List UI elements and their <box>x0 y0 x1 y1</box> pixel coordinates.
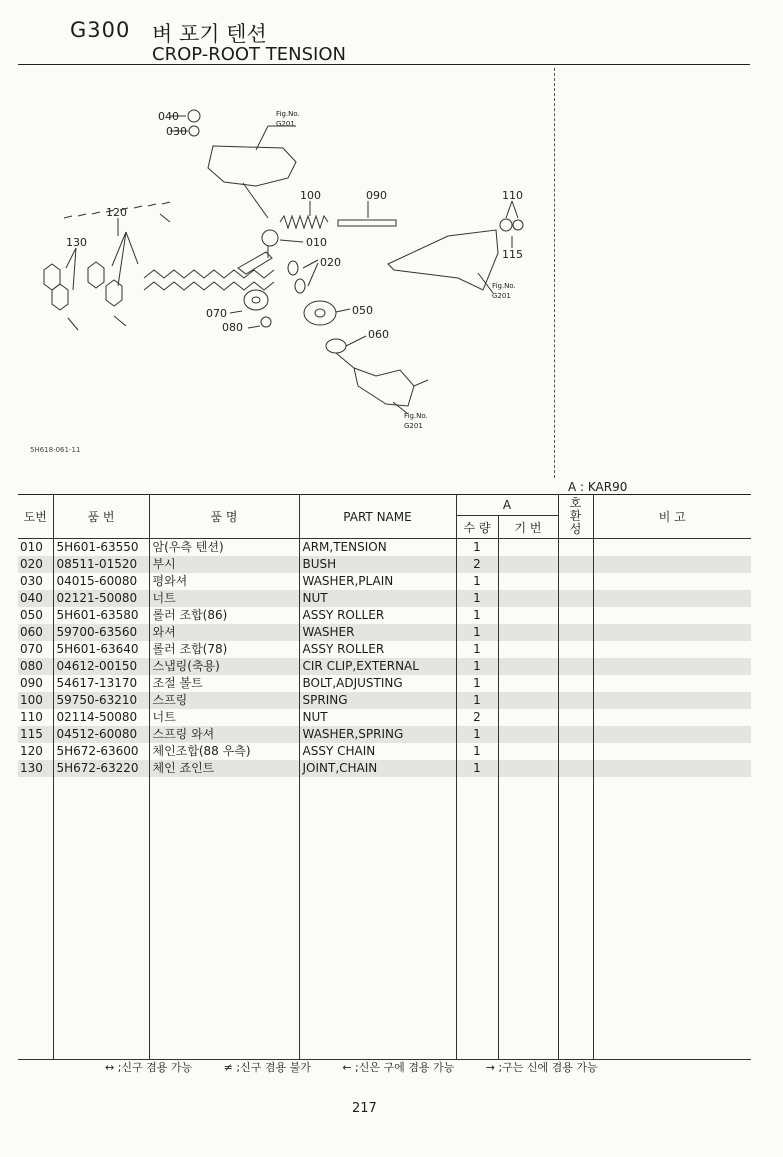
cell-no: 100 <box>18 692 53 709</box>
cell-base-no <box>498 760 558 777</box>
upper-bracket <box>208 146 296 186</box>
cell-part-name: ARM,TENSION <box>299 539 456 557</box>
table-row <box>18 743 751 760</box>
legend-both: ↔ ;신구 겸용 가능 <box>105 1061 193 1074</box>
cell-name-ko: 조절 볼트 <box>149 675 299 692</box>
cell-part-no: 59700-63560 <box>53 624 149 641</box>
header-part-name: PART NAME <box>299 495 456 539</box>
cell-part-name: WASHER,PLAIN <box>299 573 456 590</box>
header-remarks: 비 고 <box>593 495 751 539</box>
cell-no: 060 <box>18 624 53 641</box>
cell-part-no: 04015-60080 <box>53 573 149 590</box>
cell-part-no: 54617-13170 <box>53 675 149 692</box>
table-row <box>18 641 751 658</box>
cell-part-name: ASSY ROLLER <box>299 641 456 658</box>
part-050-roller <box>304 301 336 325</box>
part-040-nut <box>188 110 200 122</box>
header-qty: 수 량 <box>456 516 498 539</box>
table-row <box>18 573 751 590</box>
cell-interchange <box>558 726 593 743</box>
table-row <box>18 658 751 675</box>
cell-base-no <box>498 692 558 709</box>
table-row <box>18 590 751 607</box>
cell-part-name: BUSH <box>299 556 456 573</box>
cell-part-no: 5H601-63580 <box>53 607 149 624</box>
cell-qty: 1 <box>456 726 498 743</box>
cell-qty: 1 <box>456 658 498 675</box>
fig-ref-3: G201 <box>404 422 423 430</box>
cell-remarks <box>593 658 751 675</box>
cell-name-ko: 롤러 조합(78) <box>149 641 299 658</box>
header-group-a: A <box>456 495 558 516</box>
cell-part-no: 59750-63210 <box>53 692 149 709</box>
callout-010: 010 <box>306 236 327 249</box>
table-row <box>18 692 751 709</box>
cell-base-no <box>498 556 558 573</box>
cell-no: 040 <box>18 590 53 607</box>
cell-part-name: WASHER <box>299 624 456 641</box>
part-110-nut <box>500 219 512 231</box>
empty-cell <box>149 777 299 1060</box>
cell-qty: 1 <box>456 607 498 624</box>
cell-no: 010 <box>18 539 53 557</box>
cell-part-name: ASSY CHAIN <box>299 743 456 760</box>
cell-no: 090 <box>18 675 53 692</box>
cell-interchange <box>558 709 593 726</box>
section-title-english: CROP-ROOT TENSION <box>152 44 346 65</box>
cell-qty: 1 <box>456 624 498 641</box>
cell-remarks <box>593 709 751 726</box>
cell-no: 070 <box>18 641 53 658</box>
cell-part-no: 5H601-63550 <box>53 539 149 557</box>
cell-no: 030 <box>18 573 53 590</box>
cell-no: 110 <box>18 709 53 726</box>
table-row <box>18 607 751 624</box>
header-interchange: 호 환 성 <box>558 495 593 539</box>
fig-ref-3-label: Fig.No. <box>404 412 428 420</box>
cell-part-name: CIR CLIP,EXTERNAL <box>299 658 456 675</box>
cell-base-no <box>498 726 558 743</box>
cell-name-ko: 스프링 와셔 <box>149 726 299 743</box>
cell-base-no <box>498 539 558 557</box>
diagram-divider <box>554 68 555 478</box>
part-030-washer <box>189 126 199 136</box>
cell-interchange <box>558 675 593 692</box>
parts-table <box>18 494 751 1060</box>
cell-name-ko: 부시 <box>149 556 299 573</box>
cell-part-no: 08511-01520 <box>53 556 149 573</box>
cell-part-no: 04612-00150 <box>53 658 149 675</box>
cell-remarks <box>593 624 751 641</box>
cell-remarks <box>593 743 751 760</box>
empty-cell <box>558 777 593 1060</box>
cell-interchange <box>558 590 593 607</box>
cell-part-name: ASSY ROLLER <box>299 607 456 624</box>
cell-interchange <box>558 743 593 760</box>
cell-part-no: 02121-50080 <box>53 590 149 607</box>
callout-020: 020 <box>320 256 341 269</box>
cell-part-name: JOINT,CHAIN <box>299 760 456 777</box>
section-code: G300 <box>70 18 131 42</box>
cell-qty: 1 <box>456 539 498 557</box>
empty-cell <box>18 777 53 1060</box>
cell-part-no: 5H672-63600 <box>53 743 149 760</box>
callout-070: 070 <box>206 307 227 320</box>
cell-no: 080 <box>18 658 53 675</box>
cell-base-no <box>498 624 558 641</box>
exploded-parts-diagram <box>18 68 554 478</box>
cell-qty: 1 <box>456 590 498 607</box>
cell-name-ko: 스프링 <box>149 692 299 709</box>
cell-base-no <box>498 675 558 692</box>
header-rule <box>18 64 750 65</box>
header-part-no: 품 번 <box>53 495 149 539</box>
diagram-code: 5H618-061-11 <box>30 446 81 454</box>
cell-part-name: NUT <box>299 709 456 726</box>
header-no: 도번 <box>18 495 53 539</box>
cell-remarks <box>593 641 751 658</box>
right-bracket <box>388 230 498 290</box>
cell-remarks <box>593 675 751 692</box>
empty-cell <box>593 777 751 1060</box>
cell-name-ko: 스냅링(축용) <box>149 658 299 675</box>
interchange-legend <box>105 1059 626 1075</box>
part-115-washer <box>513 220 523 230</box>
fig-ref-2: G201 <box>492 292 511 300</box>
part-020-bush <box>288 261 298 275</box>
fig-ref-2-label: Fig.No. <box>492 282 516 290</box>
cell-name-ko: 롤러 조합(86) <box>149 607 299 624</box>
legend-old-to-new: → ;구는 신에 겸용 가능 <box>485 1061 598 1074</box>
page-number: 217 <box>352 1101 377 1116</box>
header-base-no: 기 번 <box>498 516 558 539</box>
callout-100: 100 <box>300 189 321 202</box>
cell-qty: 2 <box>456 556 498 573</box>
cell-remarks <box>593 556 751 573</box>
fig-ref-1-label: Fig.No. <box>276 110 300 118</box>
cell-interchange <box>558 624 593 641</box>
cell-interchange <box>558 573 593 590</box>
cell-remarks <box>593 726 751 743</box>
cell-remarks <box>593 590 751 607</box>
cell-part-no: 04512-60080 <box>53 726 149 743</box>
cell-remarks <box>593 692 751 709</box>
cell-qty: 2 <box>456 709 498 726</box>
cell-base-no <box>498 709 558 726</box>
callout-040: 040 <box>158 110 179 123</box>
part-060-washer <box>326 339 346 353</box>
cell-part-name: BOLT,ADJUSTING <box>299 675 456 692</box>
cell-base-no <box>498 573 558 590</box>
cell-name-ko: 너트 <box>149 709 299 726</box>
cell-part-name: NUT <box>299 590 456 607</box>
part-080-clip <box>261 317 271 327</box>
table-row <box>18 709 751 726</box>
cell-qty: 1 <box>456 675 498 692</box>
cell-no: 050 <box>18 607 53 624</box>
cell-no: 115 <box>18 726 53 743</box>
cell-name-ko: 평와셔 <box>149 573 299 590</box>
fig-ref-1: G201 <box>276 120 295 128</box>
part-090-bolt <box>338 220 396 226</box>
table-empty-space <box>18 777 751 1060</box>
cell-part-no: 5H601-63640 <box>53 641 149 658</box>
cell-remarks <box>593 573 751 590</box>
cell-interchange <box>558 658 593 675</box>
cell-qty: 1 <box>456 760 498 777</box>
cell-part-name: SPRING <box>299 692 456 709</box>
cell-name-ko: 와셔 <box>149 624 299 641</box>
callout-080: 080 <box>222 321 243 334</box>
cell-base-no <box>498 743 558 760</box>
cell-interchange <box>558 539 593 557</box>
cell-part-name: WASHER,SPRING <box>299 726 456 743</box>
cell-base-no <box>498 607 558 624</box>
callout-115: 115 <box>502 248 523 261</box>
cell-qty: 1 <box>456 692 498 709</box>
part-070-roller <box>244 290 268 310</box>
cell-part-no: 5H672-63220 <box>53 760 149 777</box>
cell-part-no: 02114-50080 <box>53 709 149 726</box>
callout-090: 090 <box>366 189 387 202</box>
cell-remarks <box>593 760 751 777</box>
empty-cell <box>53 777 149 1060</box>
cell-remarks <box>593 539 751 557</box>
callout-030: 030 <box>166 125 187 138</box>
section-title-korean: 벼 포기 텐션 <box>152 22 267 46</box>
table-row <box>18 556 751 573</box>
cell-qty: 1 <box>456 743 498 760</box>
empty-cell <box>299 777 456 1060</box>
header-name-ko: 품 명 <box>149 495 299 539</box>
empty-cell <box>456 777 498 1060</box>
cell-interchange <box>558 607 593 624</box>
cell-name-ko: 체인조합(88 우측) <box>149 743 299 760</box>
cell-interchange <box>558 641 593 658</box>
cell-base-no <box>498 641 558 658</box>
cell-no: 020 <box>18 556 53 573</box>
callout-050: 050 <box>352 304 373 317</box>
cell-qty: 1 <box>456 641 498 658</box>
cell-base-no <box>498 658 558 675</box>
model-note: A : KAR90 <box>568 480 628 494</box>
table-row <box>18 624 751 641</box>
table-row <box>18 726 751 743</box>
callout-110: 110 <box>502 189 523 202</box>
empty-cell <box>498 777 558 1060</box>
callout-060: 060 <box>368 328 389 341</box>
cell-name-ko: 너트 <box>149 590 299 607</box>
legend-new-to-old: ← ;신은 구에 겸용 가능 <box>342 1061 455 1074</box>
table-row <box>18 675 751 692</box>
callout-120: 120 <box>106 206 127 219</box>
callout-130: 130 <box>66 236 87 249</box>
cell-remarks <box>593 607 751 624</box>
cell-interchange <box>558 692 593 709</box>
table-row <box>18 760 751 777</box>
cell-interchange <box>558 556 593 573</box>
cell-base-no <box>498 590 558 607</box>
cell-no: 130 <box>18 760 53 777</box>
legend-none: ≠ ;신구 겸용 불가 <box>223 1061 311 1074</box>
cell-qty: 1 <box>456 573 498 590</box>
lower-bracket <box>354 368 414 406</box>
cell-name-ko: 암(우측 텐션) <box>149 539 299 557</box>
part-100-spring <box>280 216 328 228</box>
table-row <box>18 539 751 557</box>
cell-name-ko: 체인 죠인트 <box>149 760 299 777</box>
cell-interchange <box>558 760 593 777</box>
cell-no: 120 <box>18 743 53 760</box>
